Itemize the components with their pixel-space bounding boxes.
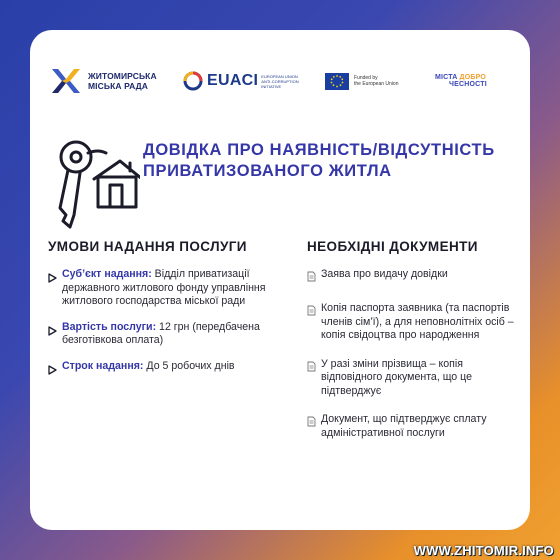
zhytomyr-city-council-logo (50, 63, 157, 99)
conditions-heading: УМОВИ НАДАННЯ ПОСЛУГИ (48, 239, 247, 254)
condition-label: Вартість послуги: (62, 320, 157, 333)
condition-text: Відділ приватизації державного житлового фонду управління житлового господарства міської ради (62, 268, 266, 307)
eu-line1: Funded by (354, 74, 378, 81)
title-line2: ПРИВАТИЗОВАНОГО ЖИТЛА (143, 162, 392, 180)
euaci-sub3: INITIATIVE (261, 83, 282, 89)
eu-flag-icon (325, 73, 349, 90)
document-item (307, 302, 522, 343)
zhytomyr-emblem-icon (50, 67, 82, 95)
triangle-bullet-icon (48, 273, 57, 283)
info-card (30, 30, 530, 530)
title-line1: ДОВІДКА ПРО НАЯВНІСТЬ/ВІДСУТНІСТЬ (143, 141, 495, 159)
euaci-logo (183, 63, 299, 99)
euaci-circle-icon (183, 71, 203, 91)
document-icon (307, 416, 316, 427)
condition-item (48, 360, 278, 380)
mista-word3: ЧЕСНОСТІ (449, 81, 487, 88)
condition-item (48, 268, 278, 309)
document-icon (307, 305, 316, 316)
page-title (143, 140, 513, 182)
condition-text: До 5 робочих днів (143, 359, 235, 372)
document-text: Документ, що підтверджує сплату адміністративної послуги (321, 413, 487, 439)
euaci-sub2: ANTI-CORRUPTION (261, 78, 299, 84)
document-text: Копія паспорта заявника (та паспортів членів сім’ї), а для неповнолітніх осіб – копія свідоцтва про народження (321, 302, 514, 341)
partner-logos (50, 63, 520, 99)
mista-word2: ДОБРО (459, 73, 487, 81)
documents-heading: НЕОБХІДНІ ДОКУМЕНТИ (307, 239, 478, 254)
document-icon (307, 271, 316, 282)
condition-label: Суб’єкт надання: (62, 268, 152, 280)
eu-line2: the European Union (354, 81, 399, 87)
eu-funded-logo (325, 63, 398, 99)
house-key-icon (50, 133, 140, 238)
document-text: Заява про видачу довідки (321, 268, 448, 280)
document-item (307, 413, 522, 440)
logo-text-line1: ЖИТОМИРСЬКА (88, 71, 157, 81)
conditions-section (48, 239, 278, 392)
document-icon (307, 361, 316, 372)
document-item (307, 268, 522, 287)
condition-item (48, 321, 278, 348)
documents-section (307, 239, 522, 455)
euaci-wordmark: EUACI (207, 72, 259, 89)
condition-label: Строк надання: (62, 359, 144, 372)
site-watermark: WWW.ZHITOMIR.INFO (413, 543, 554, 558)
mista-word1: МІСТА (435, 73, 458, 81)
document-item (307, 358, 522, 399)
condition-text: 12 грн (передбачена безготівкова оплата) (62, 320, 260, 346)
mista-dobrochesnosti-logo (435, 63, 487, 99)
triangle-bullet-icon (48, 326, 57, 336)
document-text: У разі зміни прізвища – копія відповідного документа, що це підтверджує (321, 357, 472, 397)
logo-text-line2: МІСЬКА РАДА (88, 81, 149, 91)
triangle-bullet-icon (48, 365, 57, 375)
euaci-sub1: EUROPEAN UNION (261, 73, 298, 79)
